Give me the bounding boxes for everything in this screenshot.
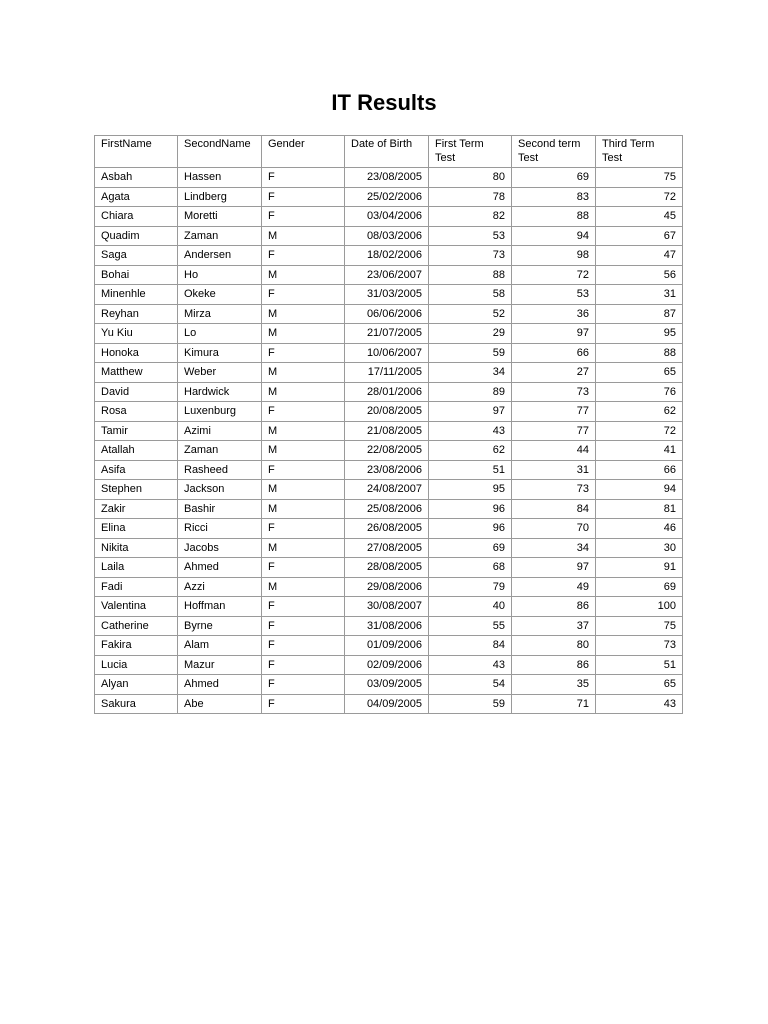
date-of-birth-cell: 23/06/2007 (345, 265, 429, 285)
first-name-cell: Tamir (95, 421, 178, 441)
first-name-cell: Lucia (95, 655, 178, 675)
first-term-test-cell: 40 (429, 597, 512, 617)
third-term-test-cell: 87 (596, 304, 683, 324)
table-row (95, 558, 683, 578)
gender-cell: F (262, 675, 345, 695)
second-term-test-cell: 66 (512, 343, 596, 363)
first-term-test-cell: 52 (429, 304, 512, 324)
second-name-cell: Lindberg (178, 187, 262, 207)
gender-cell: M (262, 363, 345, 383)
table-row (95, 538, 683, 558)
date-of-birth-cell: 17/11/2005 (345, 363, 429, 383)
second-term-test-cell: 86 (512, 597, 596, 617)
table-row (95, 324, 683, 344)
first-term-test-cell: 97 (429, 402, 512, 422)
second-term-test-cell: 86 (512, 655, 596, 675)
date-of-birth-cell: 08/03/2006 (345, 226, 429, 246)
second-name-cell: Mirza (178, 304, 262, 324)
second-name-cell: Alam (178, 636, 262, 656)
second-term-test-cell: 80 (512, 636, 596, 656)
second-name-cell: Luxenburg (178, 402, 262, 422)
second-name-cell: Hassen (178, 168, 262, 188)
table-row (95, 382, 683, 402)
first-term-test-cell: 95 (429, 480, 512, 500)
date-of-birth-cell: 22/08/2005 (345, 441, 429, 461)
gender-cell: F (262, 285, 345, 305)
first-name-cell: Alyan (95, 675, 178, 695)
first-term-test-cell: 59 (429, 343, 512, 363)
gender-cell: F (262, 246, 345, 266)
gender-cell: F (262, 460, 345, 480)
first-term-test-cell: 53 (429, 226, 512, 246)
second-name-cell: Azzi (178, 577, 262, 597)
first-name-cell: Laila (95, 558, 178, 578)
first-name-cell: Fadi (95, 577, 178, 597)
second-name-cell: Zaman (178, 441, 262, 461)
table-row (95, 636, 683, 656)
gender-cell: M (262, 265, 345, 285)
table-row (95, 187, 683, 207)
results-table (94, 135, 683, 714)
second-term-test-cell: 71 (512, 694, 596, 714)
third-term-test-cell: 43 (596, 694, 683, 714)
first-name-cell: David (95, 382, 178, 402)
first-term-test-cell: 69 (429, 538, 512, 558)
date-of-birth-cell: 21/07/2005 (345, 324, 429, 344)
header-row (95, 136, 683, 168)
first-term-test-cell: 96 (429, 499, 512, 519)
first-term-test-cell: 73 (429, 246, 512, 266)
gender-cell: F (262, 519, 345, 539)
date-of-birth-cell: 28/01/2006 (345, 382, 429, 402)
second-name-cell: Ricci (178, 519, 262, 539)
first-name-cell: Matthew (95, 363, 178, 383)
first-term-test-cell: 54 (429, 675, 512, 695)
third-term-test-cell: 88 (596, 343, 683, 363)
third-term-test-cell: 65 (596, 675, 683, 695)
second-term-test-cell: 94 (512, 226, 596, 246)
third-term-test-cell: 100 (596, 597, 683, 617)
first-term-test-cell: 29 (429, 324, 512, 344)
first-name-cell: Zakir (95, 499, 178, 519)
first-name-cell: Rosa (95, 402, 178, 422)
first-term-test-cell: 59 (429, 694, 512, 714)
second-term-test-cell: 53 (512, 285, 596, 305)
gender-cell: F (262, 655, 345, 675)
third-term-test-cell: 76 (596, 382, 683, 402)
gender-cell: F (262, 168, 345, 188)
date-of-birth-cell: 23/08/2006 (345, 460, 429, 480)
second-term-test-cell: 27 (512, 363, 596, 383)
second-term-test-cell: 35 (512, 675, 596, 695)
third-term-test-cell: 75 (596, 616, 683, 636)
gender-cell: M (262, 226, 345, 246)
table-row (95, 499, 683, 519)
third-term-test-cell: 47 (596, 246, 683, 266)
second-term-test-cell: 97 (512, 558, 596, 578)
third-term-test-cell: 81 (596, 499, 683, 519)
table-row (95, 597, 683, 617)
second-name-cell: Ahmed (178, 558, 262, 578)
second-name-cell: Hoffman (178, 597, 262, 617)
column-header-firstname: FirstName (95, 136, 178, 168)
table-row (95, 304, 683, 324)
page-title: IT Results (331, 90, 437, 115)
third-term-test-cell: 72 (596, 421, 683, 441)
first-name-cell: Quadim (95, 226, 178, 246)
date-of-birth-cell: 31/08/2006 (345, 616, 429, 636)
first-term-test-cell: 43 (429, 655, 512, 675)
first-name-cell: Yu Kiu (95, 324, 178, 344)
table-row (95, 675, 683, 695)
second-term-test-cell: 72 (512, 265, 596, 285)
second-term-test-cell: 73 (512, 480, 596, 500)
first-name-cell: Honoka (95, 343, 178, 363)
second-name-cell: Jackson (178, 480, 262, 500)
second-name-cell: Ho (178, 265, 262, 285)
first-term-test-cell: 68 (429, 558, 512, 578)
first-term-test-cell: 80 (429, 168, 512, 188)
second-term-test-cell: 44 (512, 441, 596, 461)
table-header (95, 136, 683, 168)
second-name-cell: Okeke (178, 285, 262, 305)
date-of-birth-cell: 24/08/2007 (345, 480, 429, 500)
second-term-test-cell: 69 (512, 168, 596, 188)
gender-cell: M (262, 538, 345, 558)
gender-cell: F (262, 187, 345, 207)
table-row (95, 441, 683, 461)
table-row (95, 519, 683, 539)
gender-cell: M (262, 499, 345, 519)
table-row (95, 168, 683, 188)
date-of-birth-cell: 04/09/2005 (345, 694, 429, 714)
date-of-birth-cell: 18/02/2006 (345, 246, 429, 266)
gender-cell: M (262, 421, 345, 441)
first-term-test-cell: 78 (429, 187, 512, 207)
second-term-test-cell: 98 (512, 246, 596, 266)
second-name-cell: Jacobs (178, 538, 262, 558)
date-of-birth-cell: 03/09/2005 (345, 675, 429, 695)
second-term-test-cell: 70 (512, 519, 596, 539)
third-term-test-cell: 69 (596, 577, 683, 597)
date-of-birth-cell: 06/06/2006 (345, 304, 429, 324)
date-of-birth-cell: 10/06/2007 (345, 343, 429, 363)
table-row (95, 421, 683, 441)
table-row (95, 246, 683, 266)
third-term-test-cell: 72 (596, 187, 683, 207)
second-term-test-cell: 77 (512, 402, 596, 422)
gender-cell: M (262, 441, 345, 461)
second-term-test-cell: 31 (512, 460, 596, 480)
third-term-test-cell: 46 (596, 519, 683, 539)
first-name-cell: Nikita (95, 538, 178, 558)
date-of-birth-cell: 26/08/2005 (345, 519, 429, 539)
date-of-birth-cell: 25/08/2006 (345, 499, 429, 519)
third-term-test-cell: 73 (596, 636, 683, 656)
gender-cell: F (262, 343, 345, 363)
second-term-test-cell: 83 (512, 187, 596, 207)
table-row (95, 655, 683, 675)
first-term-test-cell: 82 (429, 207, 512, 227)
table-row (95, 694, 683, 714)
second-name-cell: Andersen (178, 246, 262, 266)
second-name-cell: Rasheed (178, 460, 262, 480)
table-row (95, 363, 683, 383)
third-term-test-cell: 41 (596, 441, 683, 461)
date-of-birth-cell: 31/03/2005 (345, 285, 429, 305)
first-term-test-cell: 62 (429, 441, 512, 461)
third-term-test-cell: 62 (596, 402, 683, 422)
table-row (95, 402, 683, 422)
third-term-test-cell: 30 (596, 538, 683, 558)
second-name-cell: Mazur (178, 655, 262, 675)
column-header-secondname: SecondName (178, 136, 262, 168)
second-name-cell: Ahmed (178, 675, 262, 695)
second-name-cell: Hardwick (178, 382, 262, 402)
first-name-cell: Saga (95, 246, 178, 266)
gender-cell: F (262, 636, 345, 656)
third-term-test-cell: 65 (596, 363, 683, 383)
second-name-cell: Zaman (178, 226, 262, 246)
table-body (95, 168, 683, 714)
first-name-cell: Stephen (95, 480, 178, 500)
first-term-test-cell: 96 (429, 519, 512, 539)
gender-cell: F (262, 207, 345, 227)
third-term-test-cell: 75 (596, 168, 683, 188)
third-term-test-cell: 31 (596, 285, 683, 305)
gender-cell: M (262, 304, 345, 324)
date-of-birth-cell: 02/09/2006 (345, 655, 429, 675)
second-term-test-cell: 97 (512, 324, 596, 344)
first-term-test-cell: 34 (429, 363, 512, 383)
first-term-test-cell: 79 (429, 577, 512, 597)
third-term-test-cell: 56 (596, 265, 683, 285)
column-header-second-term-test: Second term Test (512, 136, 596, 168)
gender-cell: M (262, 324, 345, 344)
first-name-cell: Asbah (95, 168, 178, 188)
third-term-test-cell: 67 (596, 226, 683, 246)
first-name-cell: Valentina (95, 597, 178, 617)
date-of-birth-cell: 28/08/2005 (345, 558, 429, 578)
first-name-cell: Reyhan (95, 304, 178, 324)
gender-cell: M (262, 577, 345, 597)
first-term-test-cell: 88 (429, 265, 512, 285)
date-of-birth-cell: 29/08/2006 (345, 577, 429, 597)
column-header-date-of-birth: Date of Birth (345, 136, 429, 168)
third-term-test-cell: 95 (596, 324, 683, 344)
table-row (95, 616, 683, 636)
second-term-test-cell: 49 (512, 577, 596, 597)
first-name-cell: Elina (95, 519, 178, 539)
gender-cell: M (262, 480, 345, 500)
second-name-cell: Bashir (178, 499, 262, 519)
first-term-test-cell: 43 (429, 421, 512, 441)
gender-cell: F (262, 616, 345, 636)
gender-cell: F (262, 597, 345, 617)
second-term-test-cell: 37 (512, 616, 596, 636)
table-row (95, 577, 683, 597)
second-name-cell: Moretti (178, 207, 262, 227)
second-name-cell: Azimi (178, 421, 262, 441)
second-term-test-cell: 34 (512, 538, 596, 558)
first-name-cell: Atallah (95, 441, 178, 461)
first-term-test-cell: 84 (429, 636, 512, 656)
first-name-cell: Chiara (95, 207, 178, 227)
date-of-birth-cell: 21/08/2005 (345, 421, 429, 441)
gender-cell: F (262, 694, 345, 714)
second-term-test-cell: 77 (512, 421, 596, 441)
second-term-test-cell: 73 (512, 382, 596, 402)
second-name-cell: Abe (178, 694, 262, 714)
first-term-test-cell: 51 (429, 460, 512, 480)
column-header-first-term-test: First Term Test (429, 136, 512, 168)
date-of-birth-cell: 01/09/2006 (345, 636, 429, 656)
gender-cell: M (262, 382, 345, 402)
first-name-cell: Catherine (95, 616, 178, 636)
third-term-test-cell: 45 (596, 207, 683, 227)
first-name-cell: Minenhle (95, 285, 178, 305)
table-row (95, 343, 683, 363)
first-term-test-cell: 55 (429, 616, 512, 636)
gender-cell: F (262, 558, 345, 578)
third-term-test-cell: 94 (596, 480, 683, 500)
third-term-test-cell: 66 (596, 460, 683, 480)
second-name-cell: Kimura (178, 343, 262, 363)
date-of-birth-cell: 27/08/2005 (345, 538, 429, 558)
table-row (95, 480, 683, 500)
date-of-birth-cell: 03/04/2006 (345, 207, 429, 227)
table-row (95, 285, 683, 305)
first-name-cell: Sakura (95, 694, 178, 714)
table-row (95, 207, 683, 227)
third-term-test-cell: 91 (596, 558, 683, 578)
table-row (95, 265, 683, 285)
table-row (95, 226, 683, 246)
first-term-test-cell: 58 (429, 285, 512, 305)
first-term-test-cell: 89 (429, 382, 512, 402)
date-of-birth-cell: 20/08/2005 (345, 402, 429, 422)
second-term-test-cell: 36 (512, 304, 596, 324)
third-term-test-cell: 51 (596, 655, 683, 675)
second-term-test-cell: 84 (512, 499, 596, 519)
first-name-cell: Asifa (95, 460, 178, 480)
table-row (95, 460, 683, 480)
date-of-birth-cell: 30/08/2007 (345, 597, 429, 617)
second-name-cell: Weber (178, 363, 262, 383)
first-name-cell: Bohai (95, 265, 178, 285)
first-name-cell: Agata (95, 187, 178, 207)
second-name-cell: Lo (178, 324, 262, 344)
second-name-cell: Byrne (178, 616, 262, 636)
second-term-test-cell: 88 (512, 207, 596, 227)
date-of-birth-cell: 25/02/2006 (345, 187, 429, 207)
column-header-gender: Gender (262, 136, 345, 168)
column-header-third-term-test: Third Term Test (596, 136, 683, 168)
date-of-birth-cell: 23/08/2005 (345, 168, 429, 188)
first-name-cell: Fakira (95, 636, 178, 656)
gender-cell: F (262, 402, 345, 422)
